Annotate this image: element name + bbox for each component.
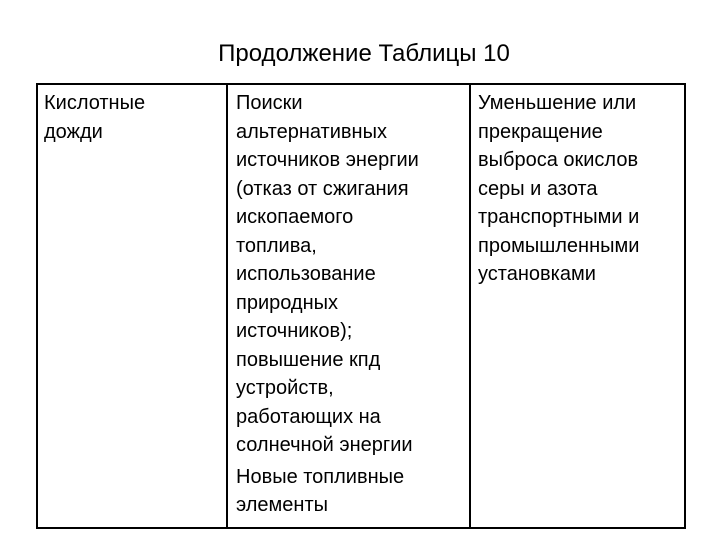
cell-text-line: Поиски <box>236 92 303 114</box>
cell-text-line: топлива, <box>236 234 317 257</box>
cell-text-line: солнечной энергии <box>236 434 413 456</box>
column-divider <box>226 85 228 527</box>
cell-text-line: Новые топливные <box>236 465 405 488</box>
cell-text-line: выброса окислов <box>478 149 639 171</box>
cell-text-line: ископаемого <box>236 206 354 228</box>
column-divider <box>469 85 471 527</box>
cell-text-line: Уменьшение или <box>478 92 637 114</box>
cell-text-line: промышленными <box>478 234 640 257</box>
cell-text-line: альтернативных <box>236 120 387 143</box>
cell-text-line: работающих на <box>236 405 381 428</box>
cell-text-line: использование <box>236 263 376 285</box>
cell-text-line: элементы <box>236 494 329 516</box>
table-cell-outcome <box>478 89 639 289</box>
cell-text-line: прекращение <box>478 120 603 143</box>
cell-text-line: природных <box>236 291 339 314</box>
table-caption: Продолжение Таблицы 10 <box>218 40 510 67</box>
table-cell-problem <box>44 89 145 146</box>
cell-text-line: источников энергии <box>236 149 419 171</box>
cell-text-line: дожди <box>44 120 103 143</box>
cell-text-line: (отказ от сжигания <box>236 177 409 200</box>
data-table <box>36 83 686 529</box>
cell-text-line: установками <box>478 263 596 285</box>
cell-text-line: серы и азота <box>478 177 598 200</box>
cell-text-line: Кислотные <box>44 92 146 114</box>
cell-text-line: устройств, <box>236 377 334 399</box>
cell-text-line: транспортными и <box>478 206 640 228</box>
table-cell-measures <box>236 89 419 520</box>
cell-text-line: повышение кпд <box>236 348 381 371</box>
cell-text-line: источников); <box>236 320 353 342</box>
